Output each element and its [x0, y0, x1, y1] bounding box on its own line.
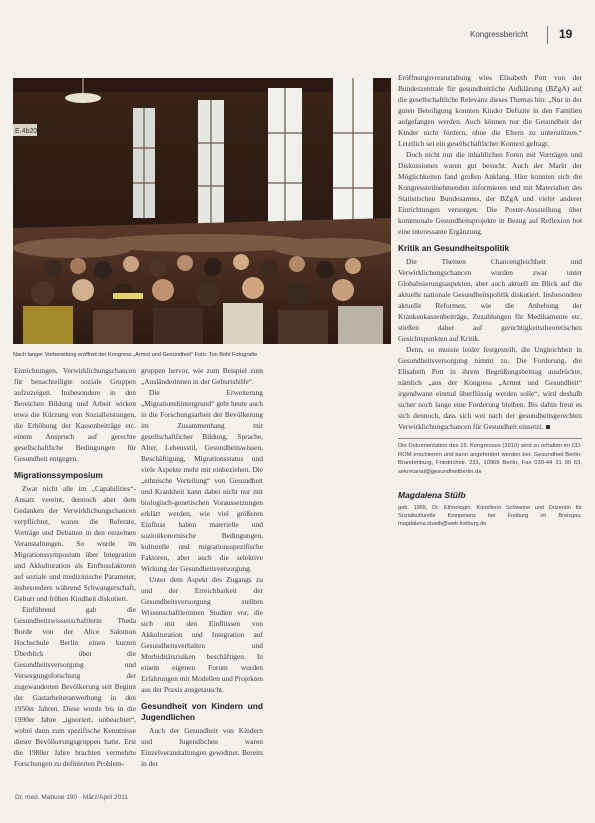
col2-paragraph-4: Auch der Gesundheit von Kindern und Jugendlichen waren Einzelveranstaltungen gewidmet. Bereits in der [141, 726, 263, 768]
col1-intro-paragraph: Einrichtungen, Verwirklichungschancen für benachteiligte soziale Gruppen aufzuzeigen. Insbesondere in den Bereichen Bildung und Arbeit wirken etwa die Kürzung von Sozialleistungen, die Erhöhung der Kassenbeiträge etc. einem Anspruch auf gerechte gesellschaftliche Bedingungen für Gesundheit entgegen. [14, 366, 136, 463]
col3-paragraph-2: Doch nicht nur die inhaltlichen Foren mit Vorträgen und Diskussionen waren gut besucht. Auch der Markt der Möglichkeiten fand großen Anklang. Hier konnten sich die Kongressteilnehmenden informieren und mit Materialien des Statistischen Bundesamtes, der BZgA und vieler anderer Einrichtungen versorgen. Die Poster-Ausstellung über kommunale Gesundheitsprojekte in Bezug auf Reflexion bot eine interessante Ergänzung. [398, 150, 582, 236]
heading-migration: Migrationssymposium [14, 470, 103, 480]
congress-hall-photo [13, 78, 391, 344]
col1-paragraph-1: Zwar nicht alle im „Capabilities“-Ansatz vereint, dennoch aber dem Gedanken der Verwirklichungschancen verpflichtet, waren die Referate, Vorträge und Debatten in den einzelnen Veranstaltungen. So wurde im Migrationssymposium über Integration und Akkulturation als Einflussfaktoren auf soziale und medizinische Parameter, insbesondere während Schwangerschaft, Geburt und frühen Kindheit diskutiert. [14, 484, 136, 603]
col3-paragraph-3: Die Themen Chancengleichheit und Verwirklichungschancen wurden zwar unter Globalisierungsaspekten, aber auch aktuell im Blick auf die aktuelle nationale Gesundheitspolitik diskutiert. Insbesondere aktuelle Reformen, wie die Anhebung der Krankenkassenbeiträge, Zuzahlungen für Medikamente etc. stießen daher auf gerechtigkeitstheoretischen Gesichtspunkten auf Kritik. [398, 257, 582, 343]
column-1 [14, 365, 136, 769]
note-divider [398, 438, 582, 439]
page-number: 19 [559, 27, 573, 41]
documentation-note: Die Dokumentation des 16. Kongresses (2010) wird zu erhalten im CD-ROM erschienen und kann angefordert werden bei: Gesundheit Berlin-Brandenburg, Friedrichstr. 231, 10969 Berlin, Fax 030-44 31 90 63, sekretariat@gesundheitberlin.de [398, 443, 582, 475]
page-footer: Dr. med. Mabuse 190 · März/April 2011 [15, 794, 128, 801]
col2-paragraph-3: Unter dem Aspekt des Zugangs zu und der Erreichbarkeit der Gesundheitsversorgung stellten Wissenschaftlerinnen Studien vor, die sich mit den Einflüssen von Akkulturation und Integration auf Gesundheitsverhalten und Morbiditätsrisiken beschäftigen. In einem eigenen Forum wurden Erfahrungen mit Modellen und Projekten aus der Praxis ausgetauscht. [141, 575, 263, 694]
heading-kritik: Kritik an Gesundheitspolitik [398, 243, 510, 253]
col2-paragraph-1: gruppen hervor, wie zum Beispiel zum „Ausländerinnen in der Geburtshilfe“. [141, 366, 263, 386]
col3-paragraph-4: Denn, so musste leider festgestellt, die Ungleichheit in Gesundheitsversorgung nimmt zu. Die Forderung, die Elisabeth Pott in ihrem Begrüßungsbeitrag ausdrückte, nämlich „aus der Kongress „Armut und Gesundheit“ irgendwann einmal überflüssig werden solle“, wird deshalb sicher noch lange eine Forderung bleiben. Bis dahin freut es sich dennoch, dass sich wei nach der gesundheitsgerechten Verwirklichungschancen für Gesundheit einsetzt. [398, 345, 582, 431]
column-2 [141, 365, 263, 769]
author-bio: geb. 1965, Dr. Ethnologin, Künstlerin Schweine und Dozentin für Sozialkulturelle Kompetenz bei Freiburg im Breisgau, magdalena.stuelb@web.freiburg.de [398, 505, 582, 528]
congress-hall-illustration [13, 78, 391, 344]
photo-caption: Nach langer Vorbereitung eröffnet der Kongress „Armut und Gesundheit“ Foto: Ton Bohl Fotografie [13, 352, 258, 358]
col2-paragraph-2: Die Erweiterung „Migrationshintergrund“ geht heute auch in die Forschungsarbeit der Bevölkerung im Zusammenhang mit gesellschaftlicher Bildung, Sprache, Alter, Lebensstil, Gesundheitswissen, Beschäftigung, Migrationsstatus und viele Aspekte mehr mit einbeziehen. Die „ethnische Verteilung“ von Gesundheit und Krankheit kann dabei nicht nur mit biologisch-genetischen Voraussetzungen erklärt werden, wie viel größeren Einfluss haben materielle und sozioökonomische Bedingungen, kulturelle und migrationsspezifische Faktoren, aber auch die selektive Wirkung der Gesundheitsversorgung. [141, 388, 263, 573]
hall-sign-text: E.4b20 [15, 128, 38, 135]
column-3 [398, 72, 582, 528]
section-header: Kongressbericht [470, 30, 528, 39]
heading-kinder: Gesundheit von Kindern und Jugendlichen [141, 701, 263, 722]
author-name: Magdalena Stülb [398, 490, 466, 501]
end-mark-icon [546, 425, 550, 429]
col1-paragraph-2: Einführend gab die Gesundheitswissenschaftlerin Theda Borde von der Alice Salomon Hochschule Berlin einen kurzen Überblick über die Gesundheitsversorgung und Versorgungsforschung der zugewanderten Bevölkerung seit Beginn der Gastarbeiteranwerbung in den 1950er Jahren. Diese wurde bis in die 1990er Jahre „ignoriert, unbeachtet“, wobei dann zum spezifische Kenntnisse dieser Bevölkerungsgruppen hatte. Erst die 1980er Jahre brachten vermehrte Forschungen zu definierten Problem- [14, 605, 136, 768]
col3-paragraph-1: Eröffnungsveranstaltung wies Elisabeth Pott von der Bundeszentrale für gesundheitliche Aufklärung (BZgA) auf die gesellschaftliche Relevanz dieses Themas hin: „Nur in der guten Beteiligung konnten Kinder Defizite in den Familien aufgefangen werden. Auch können nur die Gesundheit der Kinder nicht fördern, ohne die Eltern zu unterstützen.“ Letztlich sei ein gesellschaftlicher Kontext gefragt. [398, 73, 582, 148]
header-divider [547, 26, 548, 44]
